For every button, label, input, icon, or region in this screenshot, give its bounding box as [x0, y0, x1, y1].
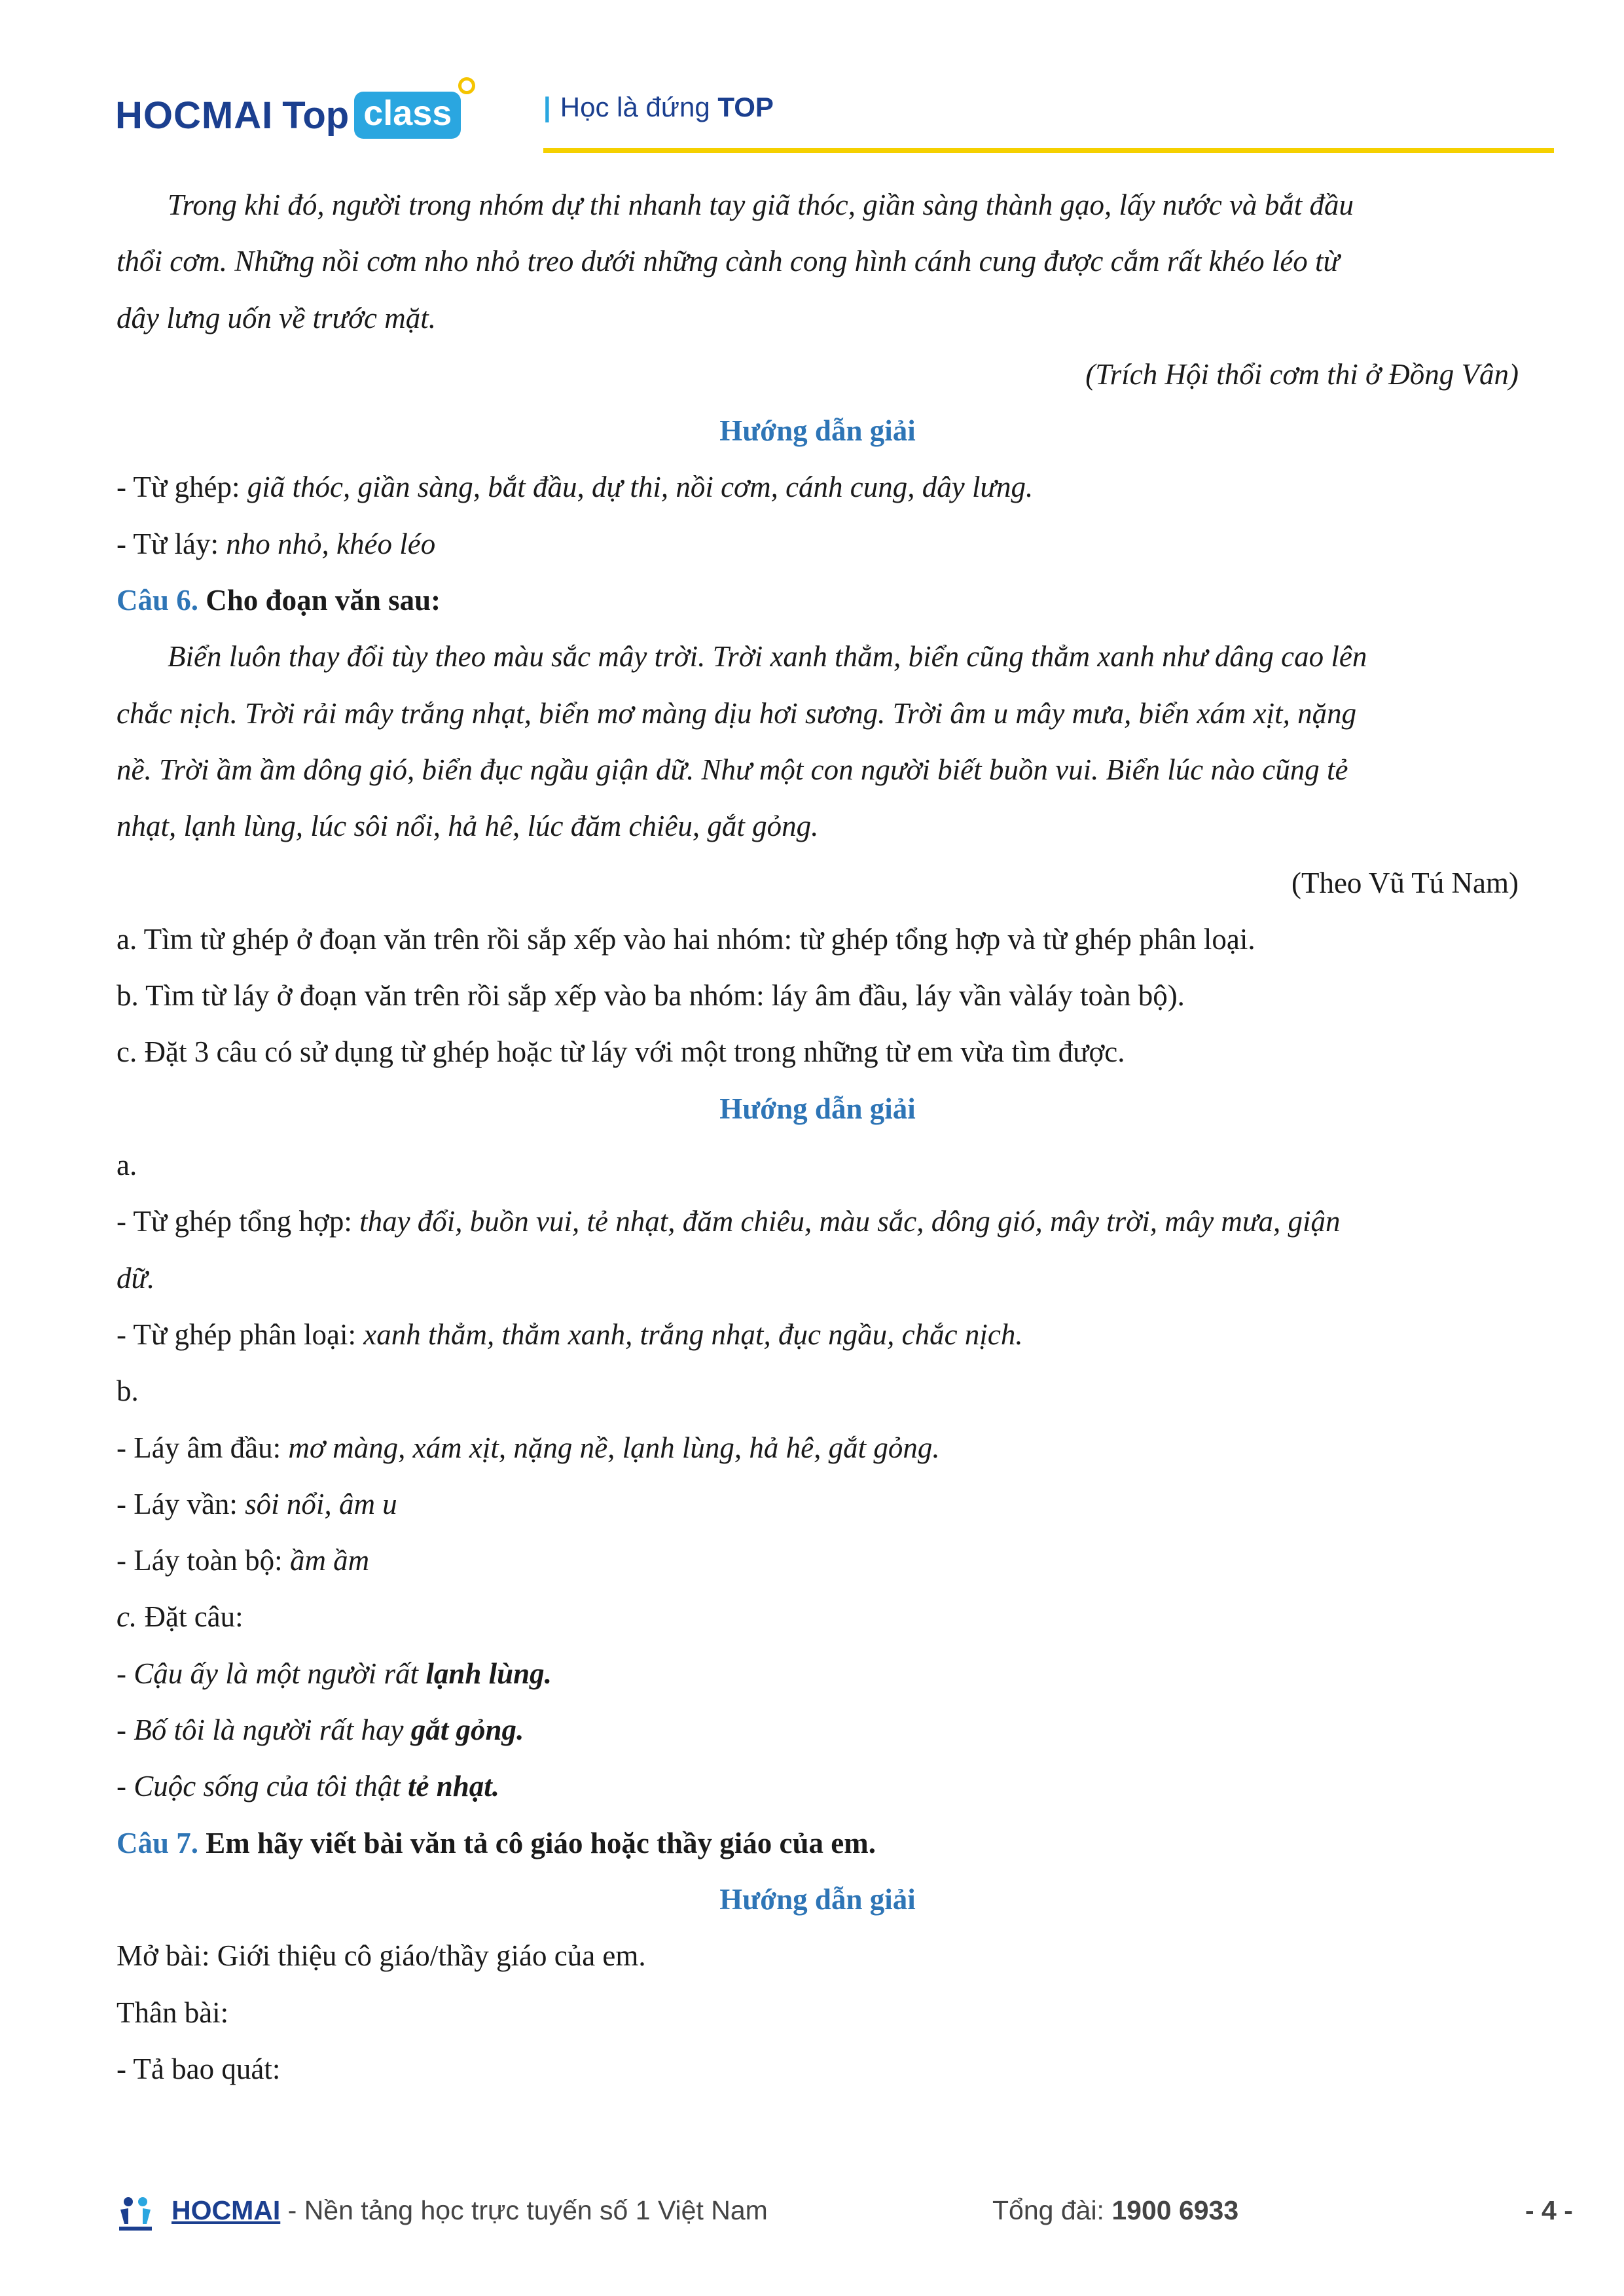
hotline-number: 1900 6933: [1111, 2195, 1239, 2225]
hotline-label: Tổng đài:: [992, 2195, 1112, 2225]
phan-loai-label: - Từ ghép phân loại:: [117, 1318, 364, 1351]
question-6-label: Câu 6.: [117, 584, 199, 617]
answer-c-prefix: c.: [117, 1600, 137, 1634]
citation-2: (Theo Vũ Tú Nam): [1291, 866, 1519, 899]
sentence-2-period: .: [516, 1713, 524, 1747]
tong-hop-words: thay đổi, buồn vui, tẻ nhạt, đăm chiêu, màu sắc, dông gió, mây trời, mây mưa, giận: [359, 1205, 1341, 1238]
header-rule: [543, 148, 1554, 153]
sentence-3: [117, 1758, 1519, 1814]
passage-1-line-3: dây lưng uốn về trước mặt.: [117, 301, 437, 334]
logo-class-text: class: [363, 94, 452, 133]
hocmai-topclass-logo: [115, 84, 461, 147]
lay-toan-bo-label: - Láy toàn bộ:: [117, 1544, 290, 1577]
tagline-bar: |: [543, 92, 551, 122]
footer-slogan: - Nền tảng học trực tuyến số 1 Việt Nam: [280, 2195, 768, 2225]
question-7: [117, 1815, 1519, 1871]
tu-ghep-tong-hop: [117, 1193, 1519, 1249]
answer-c-label: [117, 1588, 1519, 1645]
lay-van-label: - Láy vần:: [117, 1487, 245, 1520]
header-tagline: [543, 92, 774, 123]
phan-loai-words: xanh thẳm, thẳm xanh, trắng nhạt, đục ngầu, chắc nịch.: [363, 1318, 1023, 1351]
tu-ghep-words: giã thóc, giần sàng, bắt đầu, dự thi, nồi cơm, cánh cung, dây lưng.: [247, 471, 1034, 504]
lay-van-words: sôi nổi, âm u: [245, 1487, 397, 1520]
answer-tu-ghep: [117, 459, 1519, 515]
logo-top-text: Top: [282, 94, 350, 137]
citation-1-prefix: (Trích: [1085, 357, 1165, 391]
tu-lay-words: nho nhỏ, khéo léo: [226, 527, 436, 560]
lay-toan-bo: [117, 1532, 1519, 1588]
question-6-text: Cho đoạn văn sau:: [198, 584, 441, 617]
answer-tu-lay: [117, 516, 1519, 572]
question-7-label: Câu 7.: [117, 1826, 199, 1859]
guide-heading-2: Hướng dẫn giải: [719, 1092, 916, 1125]
sentence-1-period: .: [544, 1657, 552, 1690]
logo-class-badge: [354, 92, 461, 139]
question-7-text: Em hãy viết bài văn tả cô giáo hoặc thầy giáo của em.: [198, 1826, 876, 1859]
lay-van: [117, 1476, 1519, 1532]
answer-b-label: b.: [117, 1374, 139, 1408]
passage-2-line-3: nề. Trời ầm ầm dông gió, biển đục ngầu giận dữ. Như một con người biết buồn vui. Biển lúc nào cũng tẻ: [117, 753, 1348, 786]
task-b: b. Tìm từ láy ở đoạn văn trên rồi sắp xếp vào ba nhóm: láy âm đầu, láy vần vàláy toàn bộ).: [117, 979, 1185, 1013]
sentence-1-text: - Cậu ấy là một người rất: [117, 1657, 426, 1690]
answer-a-label: a.: [117, 1149, 137, 1182]
than-bai: Thân bài:: [117, 1996, 229, 2029]
lay-am-dau: [117, 1420, 1519, 1476]
tong-hop-label: - Từ ghép tổng hợp:: [117, 1205, 360, 1238]
lay-am-dau-words: mơ màng, xám xịt, nặng nề, lạnh lùng, hả hê, gắt gỏng.: [288, 1431, 940, 1464]
guide-heading-3: Hướng dẫn giải: [719, 1882, 916, 1916]
sentence-1: [117, 1645, 1519, 1702]
passage-1-line-1: Trong khi đó, người trong nhóm dự thi nhanh tay giã thóc, giần sàng thành gạo, lấy nước và bắt đầu: [168, 188, 1354, 221]
task-c: c. Đặt 3 câu có sử dụng từ ghép hoặc từ láy với một trong những từ em vừa tìm được.: [117, 1035, 1125, 1069]
passage-1-line-2: thổi cơm. Những nồi cơm nho nhỏ treo dưới những cành cong hình cánh cung được cắm rất khéo léo từ: [117, 245, 1340, 278]
tagline-bold: TOP: [717, 92, 774, 122]
tong-hop-words-cont: dữ.: [117, 1261, 155, 1295]
passage-2-line-4: nhạt, lạnh lùng, lúc sôi nổi, hả hê, lúc đăm chiêu, gắt gỏng.: [117, 810, 819, 843]
page-footer: [0, 2186, 1624, 2238]
footer-hotline: [992, 2195, 1238, 2226]
guide-heading: Hướng dẫn giải: [719, 414, 916, 448]
sentence-1-bold: lạnh lùng: [425, 1657, 545, 1690]
lay-am-dau-label: - Láy âm đầu:: [117, 1431, 289, 1464]
page-header: [0, 0, 1624, 157]
sentence-3-period: .: [492, 1770, 500, 1803]
tu-ghep-phan-loai: [117, 1306, 1519, 1363]
sentence-2-text: - Bố tôi là người rất hay: [117, 1713, 411, 1747]
ta-bao-quat: - Tả bao quát:: [117, 2052, 281, 2085]
question-6: [117, 572, 1519, 628]
lay-toan-bo-words: ầm ầm: [289, 1544, 370, 1577]
tagline-prefix: Học là đứng: [560, 92, 718, 122]
answer-c-text: Đặt câu:: [137, 1600, 244, 1634]
sentence-2-bold: gắt gỏng: [410, 1713, 517, 1747]
passage-2-line-1: Biển luôn thay đổi tùy theo màu sắc mây trời. Trời xanh thẳm, biển cũng thẳm xanh như dâng cao lên: [168, 640, 1367, 673]
passage-2-line-2: chắc nịch. Trời rải mây trắng nhạt, biển mơ màng dịu hơi sương. Trời âm u mây mưa, biển xám xịt, nặng: [117, 696, 1357, 730]
citation-1: [117, 346, 1519, 403]
sentence-3-text: - Cuộc sống của tôi thật: [117, 1770, 408, 1803]
footer-brand[interactable]: HOCMAI: [171, 2195, 281, 2225]
tu-lay-label: - Từ láy:: [117, 527, 226, 560]
citation-1-title: Hội thổi cơm thi ở Đồng Vân): [1164, 357, 1519, 391]
tu-ghep-label: - Từ ghép:: [117, 471, 247, 504]
sentence-3-bold: tẻ nhạt: [407, 1770, 492, 1803]
document-body: [117, 177, 1519, 2097]
mo-bai: Mở bài: Giới thiệu cô giáo/thầy giáo của em.: [117, 1939, 646, 1973]
sun-icon: [458, 77, 475, 94]
footer-brand-line: [171, 2195, 768, 2226]
logo-hocmai-text: HOCMAI: [115, 94, 274, 137]
task-a: a. Tìm từ ghép ở đoạn văn trên rồi sắp xếp vào hai nhóm: từ ghép tổng hợp và từ ghép phân loại.: [117, 922, 1255, 956]
sentence-2: [117, 1702, 1519, 1758]
page-number: - 4 -: [1525, 2195, 1573, 2225]
hocmai-footer-icon: [115, 2195, 156, 2233]
